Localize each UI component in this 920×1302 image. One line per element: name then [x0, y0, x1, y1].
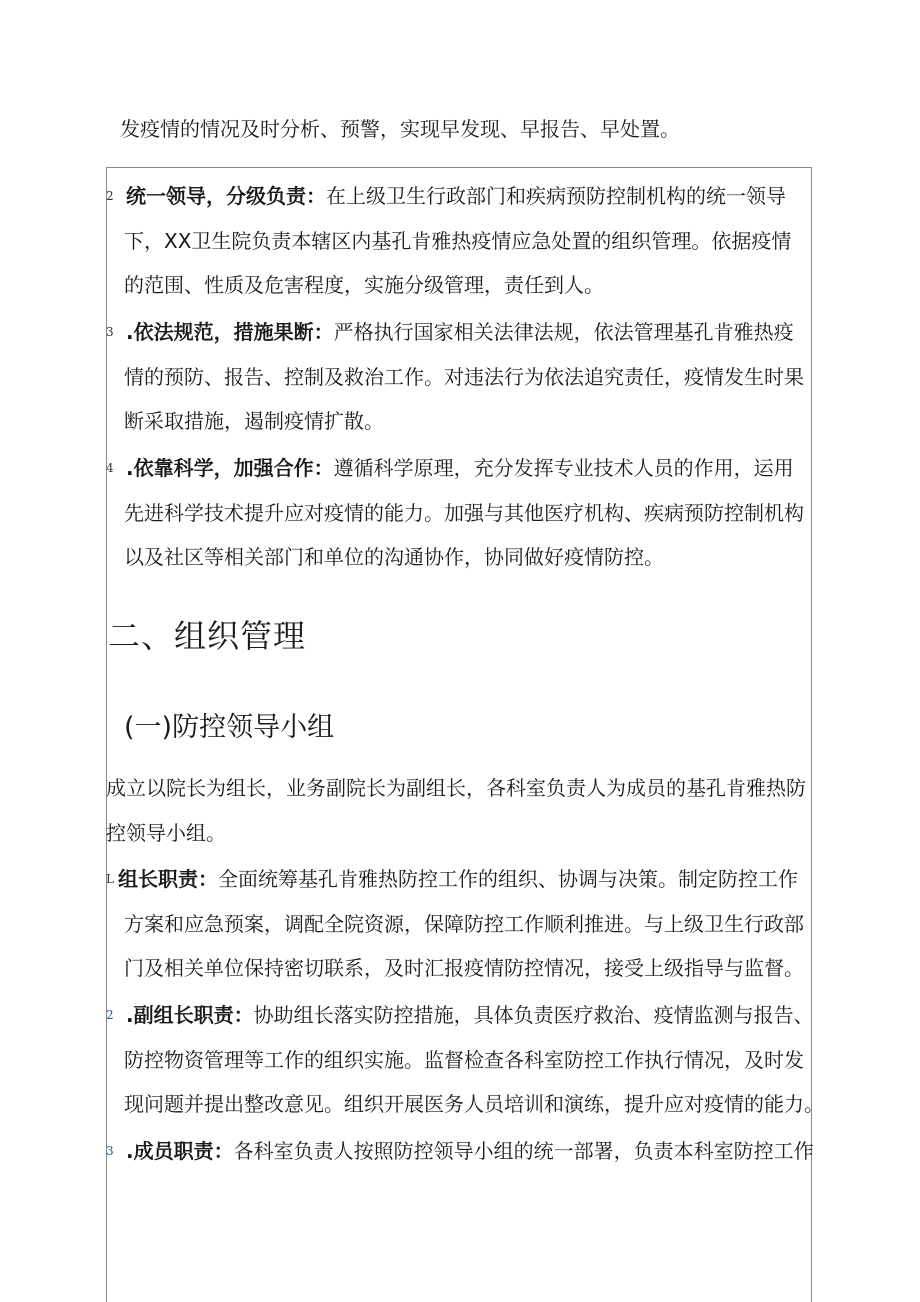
item-number: 4 [106, 461, 114, 476]
principle-item [106, 174, 812, 308]
principle-text: 遵循科学原理，充分发挥专业技术人员的作用，运用 [333, 456, 794, 480]
principle-lead: .依靠科学，加强合作： [126, 456, 334, 480]
principle-text: 在上级卫生行政部门和疾病预防控制机构的统一领导 [326, 184, 786, 208]
principle-item [106, 310, 812, 444]
duty-line: 门及相关单位保持密切联系，及时汇报疫情防控情况，接受上级指导与监督。 [124, 956, 804, 980]
principle-line: 断采取措施，遏制疫情扩散。 [124, 409, 384, 433]
principle-line: 先进科学技术提升应对疫情的能力。加强与其他医疗机构、疾病预防控制机构 [124, 500, 804, 525]
principle-line: 的范围、性质及危害程度，实施分级管理，责任到人。 [124, 273, 604, 297]
duty-first-line [106, 1129, 812, 1174]
duty-item [106, 857, 812, 991]
principle-lead: .依法规范，措施果断： [126, 320, 334, 344]
principle-first-line [106, 174, 812, 219]
duty-line: 现问题并提出整改意见。组织开展医务人员培训和演练，提升应对疫情的能力。 [124, 1092, 824, 1116]
duty-text: 全面统筹基孔肯雅热防控工作的组织、协调与决策。制定防控工作 [218, 867, 798, 891]
item-number: 2 [106, 1008, 114, 1023]
principle-first-line [106, 446, 812, 491]
duty-lead: 组长职责： [118, 867, 218, 891]
principle-item [106, 446, 812, 580]
duty-first-line [106, 857, 812, 902]
item-number: 3 [106, 325, 114, 340]
group-intro-line: 成立以院长为组长，业务副院长为副组长，各科室负责人为成员的基孔肯雅热防 [106, 776, 806, 800]
item-number: L [106, 872, 114, 887]
item-number: 2 [106, 189, 114, 204]
item-number: 3 [106, 1144, 114, 1159]
principle-first-line [106, 310, 812, 355]
principle-lead: 统一领导，分级负责： [126, 184, 326, 208]
section-title: 二、组织管理 [108, 617, 307, 655]
duty-first-line [106, 993, 812, 1038]
duty-line: 防控物资管理等工作的组织实施。监督检查各科室防控工作执行情况，及时发 [124, 1047, 804, 1072]
group-intro-line: 控领导小组。 [106, 820, 226, 845]
principle-line: 情的预防、报告、控制及救治工作。对违法行为依法追究责任，疫情发生时果 [124, 364, 804, 389]
group-intro [106, 766, 812, 855]
principle-text: 严格执行国家相关法律法规，依法管理基孔肯雅热疫 [333, 320, 794, 344]
duty-item [106, 993, 824, 1127]
duty-lead: .成员职责： [126, 1139, 234, 1163]
subsection-title: (一)防控领导小组 [124, 712, 335, 743]
duty-lead: .副组长职责： [126, 1003, 254, 1027]
principle-line: 下，XX卫生院负责本辖区内基孔肯雅热疫情应急处置的组织管理。依据疫情 [124, 228, 792, 253]
duty-item [106, 1129, 812, 1174]
principle-line: 以及社区等相关部门和单位的沟通协作，协同做好疫情防控。 [124, 545, 664, 569]
duty-text: 协助组长落实防控措施，具体负责医疗救治、疫情监测与报告、 [253, 1003, 814, 1027]
duty-text: 各科室负责人按照防控领导小组的统一部署，负责本科室防控工作 [233, 1139, 814, 1163]
duty-line: 方案和应急预案，调配全院资源，保障防控工作顺利推进。与上级卫生行政部 [124, 911, 804, 936]
intro-line: 发疫情的情况及时分析、预警，实现早发现、早报告、早处置。 [120, 117, 680, 141]
